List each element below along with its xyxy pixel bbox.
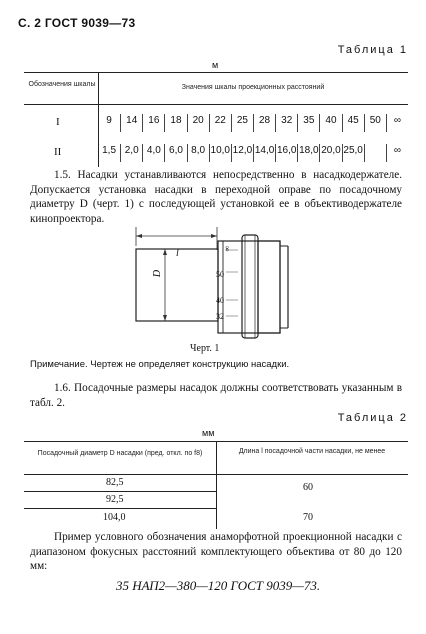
paragraph-1-5: 1.5. Насадки устанавливаются непосредственно в насадкодержателе. Допускается установка насадки в переходной оправе по посадочному диаметру D (черт. 1) с последующей установкой ее в объективодержателе кинопроектора. xyxy=(30,169,402,225)
table2-row2-d: 92,5 xyxy=(106,494,124,505)
table1-cell: 25,0 xyxy=(342,144,364,162)
table2-row1-d: 82,5 xyxy=(106,477,124,488)
table1-cell: 1,5 xyxy=(102,145,117,156)
table1-cell: 8,0 xyxy=(187,144,209,162)
table1-cell: 32 xyxy=(275,114,297,132)
table2-unit: мм xyxy=(202,428,215,438)
table1-cell xyxy=(364,144,386,162)
table1-row2-label: II xyxy=(54,146,62,158)
table2-caption: Таблица 2 xyxy=(337,412,408,424)
table1-cell: 16,0 xyxy=(275,144,297,162)
table2-col-divider xyxy=(216,441,217,529)
table1-cell: 2,0 xyxy=(120,144,142,162)
figure-scale-inf: ∞ xyxy=(222,245,232,252)
table1-cell: 10,0 xyxy=(209,144,231,162)
table2-col2: Длина l посадочной части насадки, не менее xyxy=(238,448,386,455)
table1-cell: 22 xyxy=(209,114,231,132)
table1-cell: 18,0 xyxy=(297,144,319,162)
table1-cell: 4,0 xyxy=(142,144,164,162)
figure-dim-l: l xyxy=(176,248,179,259)
table2-l-70: 70 xyxy=(303,512,313,523)
figure-scale-50: 50 xyxy=(216,270,224,279)
table1-caption: Таблица 1 xyxy=(337,44,408,56)
table1-cell: 12,0 xyxy=(231,144,253,162)
table2-row-rule-2 xyxy=(24,508,216,509)
table1-cell: 20,0 xyxy=(319,144,341,162)
table1-top-rule xyxy=(24,72,408,73)
table1-cell: 14,0 xyxy=(253,144,275,162)
table1-cell: 35 xyxy=(297,114,319,132)
figure-scale-40: 40 xyxy=(216,296,224,305)
table1-row2 xyxy=(98,142,408,160)
page-header: С. 2 ГОСТ 9039—73 xyxy=(18,16,136,30)
table1-cell: 20 xyxy=(187,114,209,132)
figure-dim-d: D xyxy=(152,269,164,278)
table1-cell: 9 xyxy=(106,115,112,126)
table1-cell: 18 xyxy=(164,114,186,132)
figure-caption: Черт. 1 xyxy=(190,343,220,354)
table1-header-rule xyxy=(24,104,408,105)
table1-cell: 16 xyxy=(142,114,164,132)
table2-col1: Посадочный диаметр D насадки (пред. откл. по f8) xyxy=(37,450,203,457)
table1-cell: 14 xyxy=(120,114,142,132)
designation: 35 НАП2—380—120 ГОСТ 9039—73. xyxy=(116,578,321,593)
table1-row1-label: I xyxy=(56,116,60,128)
paragraph-1-6: 1.6. Посадочные размеры насадок должны соответствовать указанным в табл. 2. xyxy=(30,382,402,409)
table1-col-values: Значения шкалы проекционных расстояний xyxy=(181,84,325,91)
table1-row1 xyxy=(98,112,408,130)
table1-cell: ∞ xyxy=(386,144,408,162)
table1-unit: м xyxy=(212,60,219,70)
table2-row3-d: 104,0 xyxy=(103,512,126,523)
table1-cell: 40 xyxy=(319,114,341,132)
table1-cell: 45 xyxy=(342,114,364,132)
table1-cell: 50 xyxy=(364,114,386,132)
table1-cell: 28 xyxy=(253,114,275,132)
figure-scale-32: 32 xyxy=(216,312,224,321)
example-paragraph: Пример условного обозначения анаморфотной проекционной насадки с диапазоном фокусных расстояний комплектующего объектива от 80 до 120 мм: xyxy=(30,531,402,572)
table1-cell: ∞ xyxy=(386,114,408,132)
table2-row-rule-1 xyxy=(24,491,216,492)
figure-note: Примечание. Чертеж не определяет конструкцию насадки. xyxy=(30,359,290,370)
table1-cell: 25 xyxy=(231,114,253,132)
table2-l-60: 60 xyxy=(303,482,313,493)
table1-cell: 6,0 xyxy=(164,144,186,162)
figure-1 xyxy=(120,222,320,340)
table1-col-scale: Обозначения шкалы xyxy=(28,81,96,88)
